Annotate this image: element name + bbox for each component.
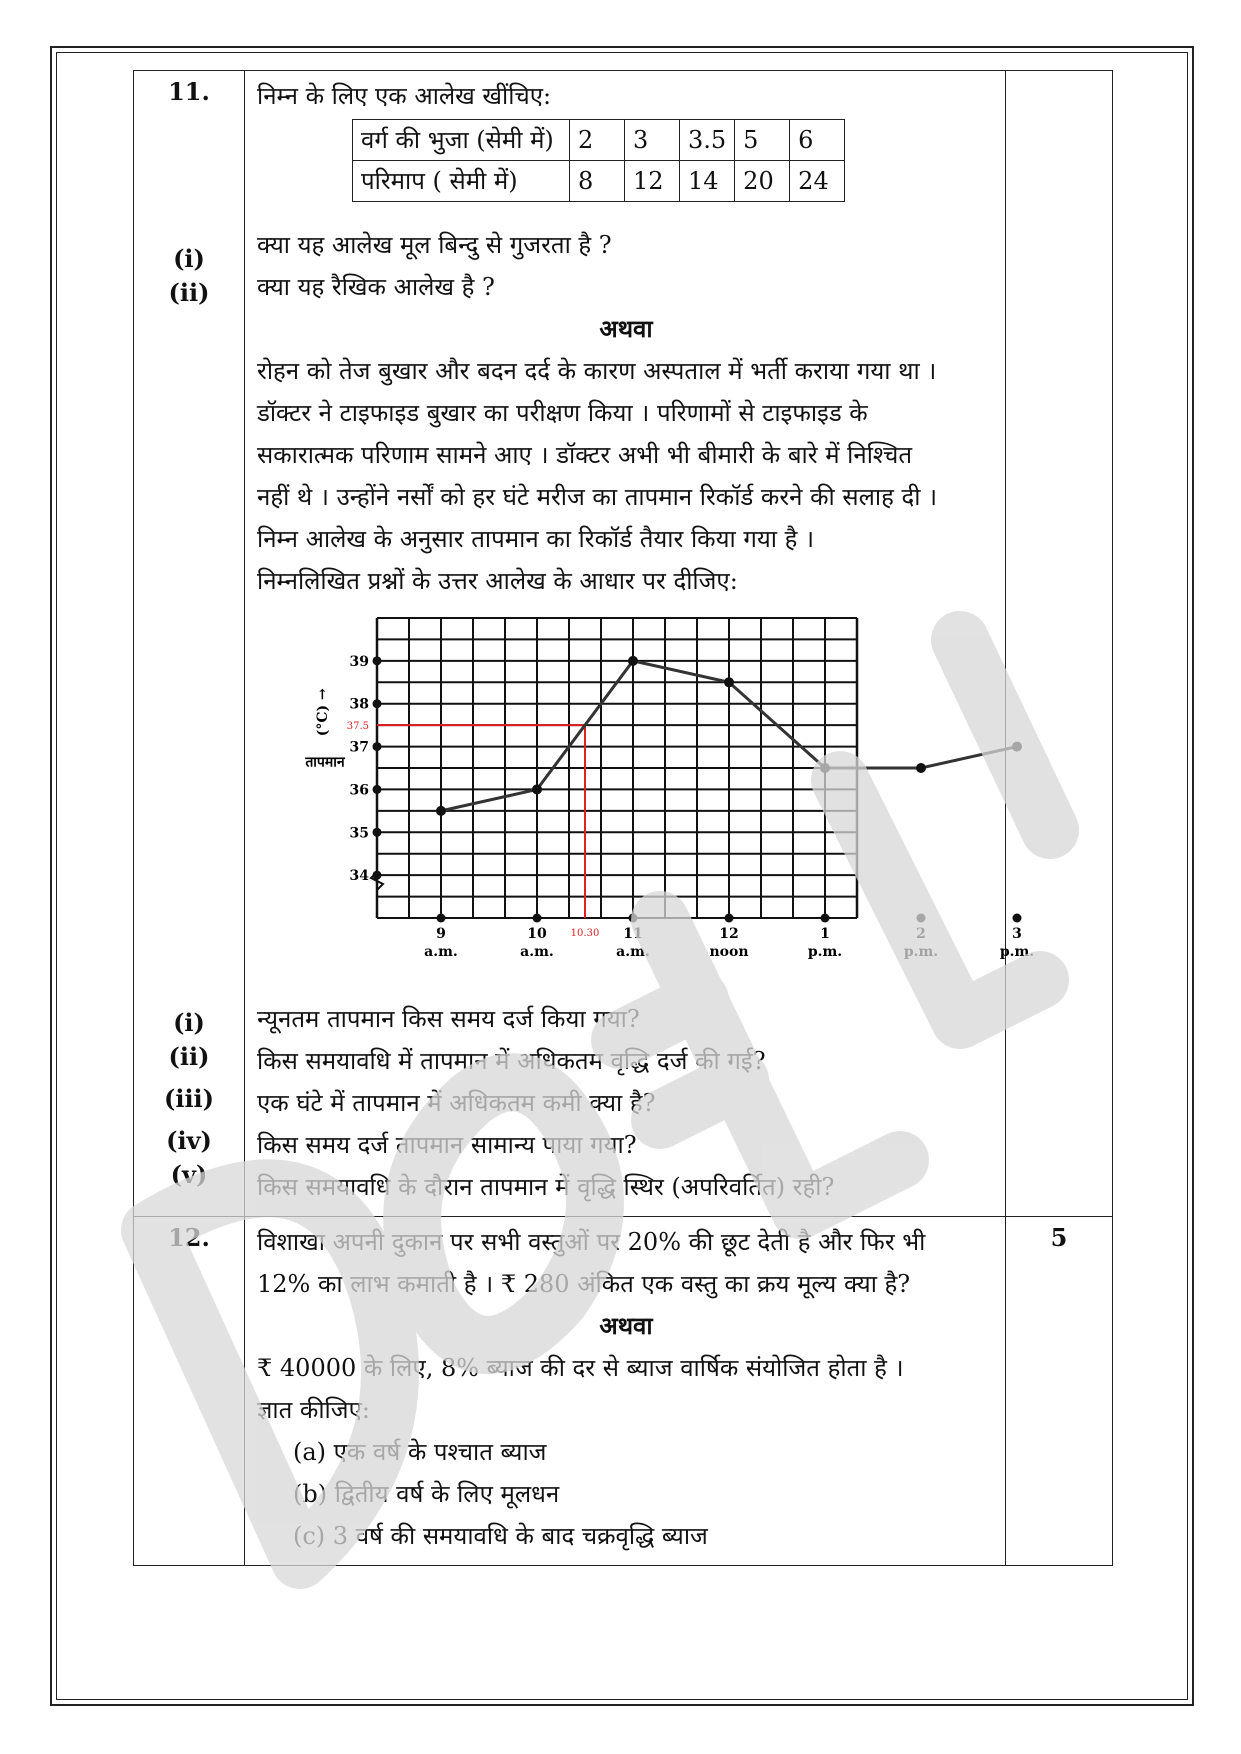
table-cell: 5: [735, 120, 790, 161]
part-text: एक घंटे में तापमान में अधिकतम कमी क्या है?: [257, 1089, 656, 1117]
table-row: [353, 161, 845, 202]
table-cell: 14: [680, 161, 735, 202]
y-tick-dot: [373, 871, 382, 880]
paragraph-line: निम्नलिखित प्रश्नों के उत्तर आलेख के आधार पर दीजिए:: [257, 567, 738, 595]
x-tick-dot: [1013, 914, 1022, 923]
table-cell: 8: [570, 161, 625, 202]
table-cell: 20: [735, 161, 790, 202]
question-table: [133, 70, 1113, 1566]
part-number: (i): [173, 244, 205, 273]
question-12-row: [134, 1217, 1113, 1566]
x-tick-dot: [725, 914, 734, 923]
x-tick-label: a.m.: [424, 944, 458, 960]
table-cell-label: परिमाप ( सेमी में): [353, 161, 570, 202]
table-cell: 12: [625, 161, 680, 202]
list-item: (c) 3 वर्ष की समयावधि के बाद चक्रवृद्धि ब्याज: [293, 1522, 708, 1550]
or-label: अथवा: [599, 1311, 653, 1340]
x-tick-label: noon: [709, 944, 749, 960]
y-tick-dot: [373, 656, 382, 665]
part-number: (iv): [166, 1126, 212, 1155]
x-tick-dot: [437, 914, 446, 923]
side-perimeter-table: [352, 119, 845, 202]
part-text: किस समय दर्ज तापमान सामान्य पाया गया?: [257, 1131, 637, 1159]
question-11-body: [245, 71, 1035, 1217]
y-axis-label: तापमान: [305, 754, 345, 771]
table-cell: 6: [790, 120, 845, 161]
y-tick-dot: [373, 828, 382, 837]
paragraph-line: नहीं थे । उन्होंने नर्सों को हर घंटे मरीज का तापमान रिकॉर्ड करने की सलाह दी ।: [257, 483, 938, 511]
x-tick-label: 10: [527, 926, 547, 942]
table-row: [353, 120, 845, 161]
question-12-body: [245, 1217, 1006, 1566]
y-tick-label: 39: [349, 653, 369, 670]
question-text: 12% का लाभ कमाती है । ₹ 280 अंकित एक वस्तु का क्रय मूल्य क्या है?: [257, 1270, 911, 1298]
y-tick-label: 38: [349, 696, 369, 713]
paragraph-line: डॉक्टर ने टाइफाइड बुखार का परीक्षण किया । परिणामों से टाइफाइड के: [257, 399, 868, 427]
marks-cell: [1006, 1217, 1113, 1566]
y-tick-dot: [373, 699, 382, 708]
x-tick-dot: [917, 914, 926, 923]
data-point: [436, 806, 446, 816]
table-cell: 2: [570, 120, 625, 161]
list-item: (b) द्वितीय वर्ष के लिए मूलधन: [293, 1480, 560, 1508]
y-tick-label: 37: [349, 739, 369, 756]
case-paragraph: [257, 350, 995, 602]
x-tick-label: p.m.: [999, 944, 1035, 960]
guide-label-x: 10.30: [570, 928, 600, 939]
y-tick-label: 36: [349, 782, 369, 799]
x-tick-label: a.m.: [616, 944, 650, 960]
x-tick-dot: [533, 914, 542, 923]
table-cell: 24: [790, 161, 845, 202]
data-point: [724, 677, 734, 687]
x-tick-label: 2: [916, 926, 926, 942]
question-number: 11.: [168, 77, 210, 106]
table-cell-label: वर्ग की भुजा (सेमी में): [353, 120, 570, 161]
temperature-chart-svg: [257, 608, 1035, 988]
data-point: [628, 656, 638, 666]
question-11-row: [134, 71, 1113, 1217]
x-tick-label: 9: [436, 926, 446, 942]
or-label: अथवा: [599, 314, 653, 343]
question-prompt: निम्न के लिए एक आलेख खींचिए:: [257, 82, 552, 110]
question-number: 12.: [168, 1223, 210, 1252]
part-number: (v): [170, 1160, 208, 1189]
table-cell: 3: [625, 120, 680, 161]
y-tick-dot: [373, 785, 382, 794]
x-tick-label: 12: [719, 926, 739, 942]
data-point: [1012, 742, 1022, 752]
part-number: (ii): [168, 1042, 210, 1071]
data-point: [916, 763, 926, 773]
question-text: ₹ 40000 के लिए, 8% ब्याज की दर से ब्याज वार्षिक संयोजित होता है ।: [257, 1354, 904, 1382]
marks-value: 5: [1050, 1223, 1068, 1252]
guide-label-y: 37.5: [346, 721, 369, 733]
part-text: क्या यह रैखिक आलेख है ?: [257, 273, 495, 301]
table-cell: 3.5: [680, 120, 735, 161]
data-point: [820, 763, 830, 773]
x-tick-label: p.m.: [903, 944, 939, 960]
part-text: किस समयावधि में तापमान में अधिकतम वृद्धि दर्ज की गई?: [257, 1047, 766, 1075]
part-number: (i): [173, 1008, 205, 1037]
paragraph-line: निम्न आलेख के अनुसार तापमान का रिकॉर्ड तैयार किया गया है ।: [257, 525, 815, 553]
x-tick-label: 11: [623, 926, 643, 942]
x-tick-label: 1: [820, 926, 830, 942]
question-text: ज्ञात कीजिए:: [257, 1396, 370, 1424]
y-axis-unit: (°C) →: [315, 688, 331, 737]
part-number: (iii): [163, 1084, 215, 1113]
part-text: किस समयावधि के दौरान तापमान में वृद्धि स्थिर (अपरिवर्तित) रही?: [257, 1173, 835, 1201]
x-tick-dot: [821, 914, 830, 923]
data-point: [532, 784, 542, 794]
y-tick-label: 35: [349, 825, 369, 842]
y-tick-dot: [373, 742, 382, 751]
x-tick-dot: [629, 914, 638, 923]
part-text: न्यूनतम तापमान किस समय दर्ज किया गया?: [257, 1005, 640, 1033]
x-tick-label: p.m.: [807, 944, 843, 960]
part-number: (ii): [168, 278, 210, 307]
question-text: विशाखा अपनी दुकान पर सभी वस्तुओं पर 20% की छूट देती है और फिर भी: [257, 1228, 926, 1256]
list-item: (a) एक वर्ष के पश्चात ब्याज: [293, 1438, 547, 1466]
y-tick-label: 34: [349, 868, 369, 885]
x-tick-label: a.m.: [520, 944, 554, 960]
marks-cell: [1006, 71, 1113, 1217]
paragraph-line: रोहन को तेज बुखार और बदन दर्द के कारण अस्पताल में भर्ती कराया गया था ।: [257, 357, 937, 385]
paragraph-line: सकारात्मक परिणाम सामने आए । डॉक्टर अभी भी बीमारी के बारे में निश्चित: [257, 441, 913, 469]
temperature-chart: [257, 608, 1035, 988]
x-tick-label: 3: [1012, 926, 1022, 942]
part-text: क्या यह आलेख मूल बिन्दु से गुजरता है ?: [257, 231, 612, 259]
